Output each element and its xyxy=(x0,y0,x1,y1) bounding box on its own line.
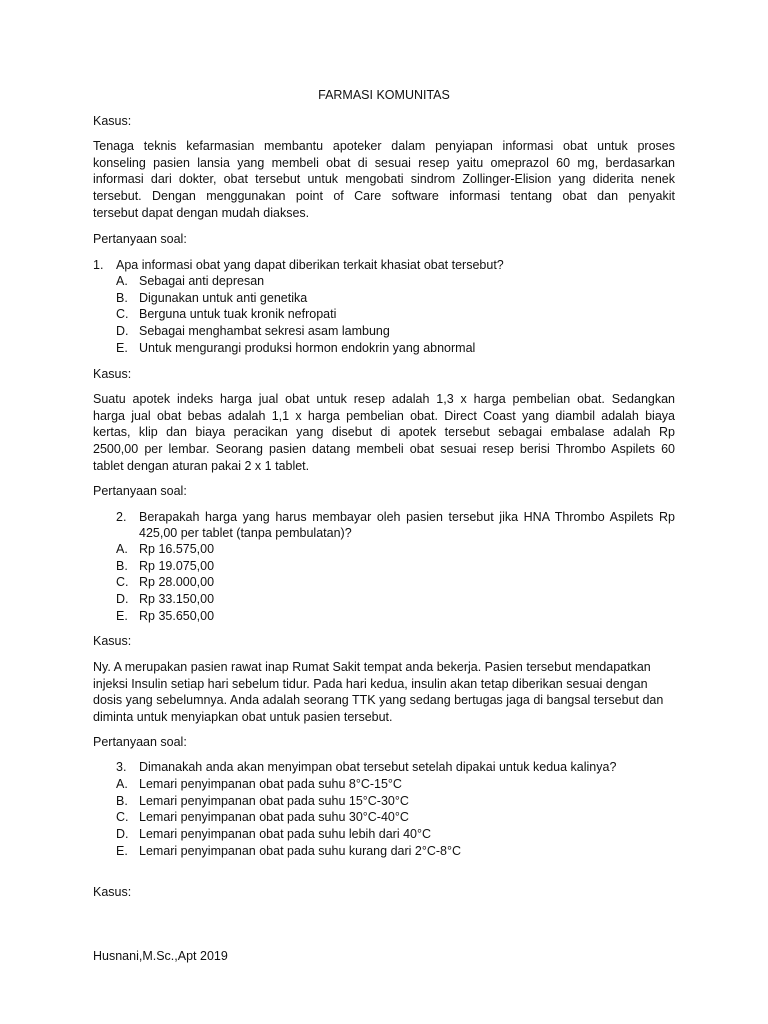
case-1-question-label: Pertanyaan soal: xyxy=(93,232,187,246)
case-3-paragraph xyxy=(93,659,675,726)
option-key: E. xyxy=(116,608,128,623)
option-text: Lemari penyimpanan obat pada suhu lebih dari 40°C xyxy=(139,827,431,842)
question-2-text-line-1: Berapakah harga yang harus membayar oleh pasien tersebut jika HNA Thrombo Aspilets Rp xyxy=(139,510,675,524)
option-text: Lemari penyimpanan obat pada suhu 8°C-15°C xyxy=(139,777,402,791)
option-key: D. xyxy=(116,592,129,607)
option-text: Rp 19.075,00 xyxy=(139,558,215,573)
option-text: Berguna untuk tuak kronik nefropati xyxy=(139,307,337,322)
case-1-line: konseling pasien lansia yang membeli obat di sesuai resep yaitu omeprazol 60 mg, berdasarkan xyxy=(93,155,675,170)
option-key: D. xyxy=(116,324,129,339)
case-3-line: injeksi Insulin setiap hari sebelum tidur. Pada hari kedua, insulin akan tetap diberikan sesuai dengan xyxy=(93,676,648,691)
option-key: D. xyxy=(116,827,129,842)
case-3-line: diminta untuk menyiapkan obat untuk pasien tersebut. xyxy=(93,710,393,725)
case-1-line: informasi dari dokter, obat tersebut untuk mengobati sindrom Zollinger-Elision yang diderita nenek xyxy=(93,172,675,187)
option-key: A. xyxy=(116,777,128,791)
option-key: C. xyxy=(116,307,129,322)
option-text: Rp 35.650,00 xyxy=(139,608,215,623)
option-text: Sebagai anti depresan xyxy=(139,274,265,288)
option-key: E. xyxy=(116,340,128,355)
case-2-line: 2500,00 per lembar. Seorang pasien datang membeli obat sesuai resep berisi Thrombo Aspilets 60 xyxy=(93,442,675,457)
option-text: Lemari penyimpanan obat pada suhu 15°C-30°C xyxy=(139,793,409,808)
option-text: Sebagai menghambat sekresi asam lambung xyxy=(139,324,390,339)
case-1-line: tersebut. Dengan menggunakan point of Care software informasi tentang obat dan penyakit xyxy=(93,189,675,204)
footer-author: Husnani,M.Sc.,Apt 2019 xyxy=(93,949,228,963)
case-2-question-label: Pertanyaan soal: xyxy=(93,484,187,498)
case-3-label: Kasus: xyxy=(93,634,132,648)
case-2-line: tablet dengan aturan pakai 2 x 1 tablet. xyxy=(93,458,310,473)
case-4-label: Kasus: xyxy=(93,885,132,899)
page-title: FARMASI KOMUNITAS xyxy=(318,88,450,102)
option-key: A. xyxy=(116,274,128,288)
option-text: Lemari penyimpanan obat pada suhu kurang dari 2°C-8°C xyxy=(139,843,461,858)
option-key: E. xyxy=(116,843,128,858)
case-3-line: dosis yang sebelumnya. Anda adalah seorang TTK yang sedang bertugas jaga di bangsal tersebut dan xyxy=(93,693,664,708)
question-1-text: Apa informasi obat yang dapat diberikan terkait khasiat obat tersebut? xyxy=(116,258,504,272)
case-1-label: Kasus: xyxy=(93,114,132,128)
question-1-number: 1. xyxy=(93,258,104,272)
case-3-question-label: Pertanyaan soal: xyxy=(93,735,187,749)
question-2-text-line-2: 425,00 per tablet (tanpa pembulatan)? xyxy=(139,526,352,540)
case-3-line: Ny. A merupakan pasien rawat inap Rumat Sakit tempat anda bekerja. Pasien tersebut mendapatkan xyxy=(93,660,651,674)
option-key: B. xyxy=(116,290,128,305)
option-text: Digunakan untuk anti genetika xyxy=(139,290,308,305)
case-2-label: Kasus: xyxy=(93,367,132,381)
option-text: Untuk mengurangi produksi hormon endokrin yang abnormal xyxy=(139,340,476,355)
case-1-line: tersebut dapat dengan mudah diakses. xyxy=(93,205,310,220)
case-2-line: kertas, klip dan biaya peracikan yang disebut di apotek tersebut sebagai embalase adalah Rp xyxy=(93,425,675,440)
case-2-line: Suatu apotek indeks harga jual obat untuk resep adalah 1,3 x harga pembelian obat. Sedangkan xyxy=(93,392,675,406)
option-key: B. xyxy=(116,558,128,573)
question-3-number: 3. xyxy=(116,760,127,774)
option-key: B. xyxy=(116,793,128,808)
case-2-paragraph xyxy=(93,391,675,475)
case-2-line: harga jual obat bebas adalah 1,1 x harga pembelian obat. Direct Coast yang diambil adalah biaya xyxy=(93,408,675,423)
option-key: C. xyxy=(116,810,129,825)
question-3-text: Dimanakah anda akan menyimpan obat tersebut setelah dipakai untuk kedua kalinya? xyxy=(139,760,617,774)
case-1-line: Tenaga teknis kefarmasian membantu apoteker dalam penyiapan informasi obat untuk proses xyxy=(93,139,675,153)
option-text: Rp 28.000,00 xyxy=(139,575,215,590)
case-1-paragraph xyxy=(93,138,675,222)
option-key: A. xyxy=(116,542,128,556)
option-key: C. xyxy=(116,575,129,590)
question-2-number: 2. xyxy=(116,510,127,524)
option-text: Rp 16.575,00 xyxy=(139,542,215,556)
option-text: Rp 33.150,00 xyxy=(139,592,215,607)
option-text: Lemari penyimpanan obat pada suhu 30°C-40°C xyxy=(139,810,409,825)
